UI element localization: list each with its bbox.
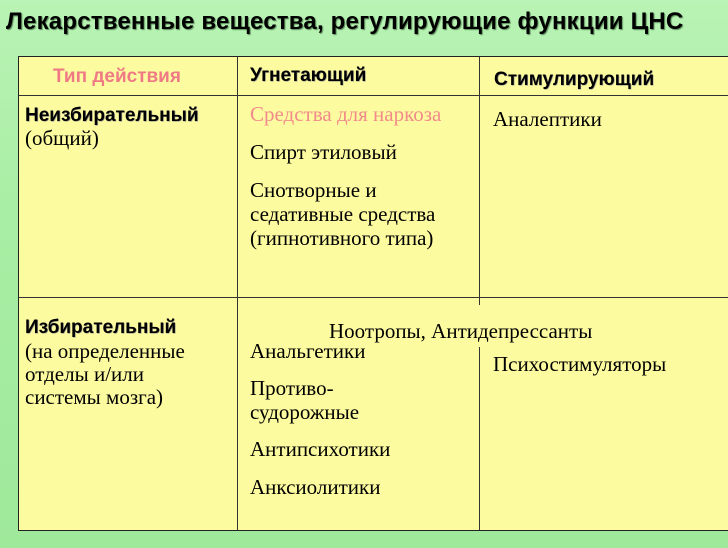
row2-label-sub-3: системы мозга) xyxy=(25,385,164,409)
column-divider-2-bottom xyxy=(479,347,480,530)
row2-label: Избирательный xyxy=(25,317,177,338)
row2-inhibitory-anxiolytics: Анксиолитики xyxy=(250,475,381,499)
drug-classification-table xyxy=(18,56,728,531)
row2-inhibitory-analgesics: Анальгетики xyxy=(250,339,366,363)
row1-label: Неизбирательный xyxy=(25,105,199,126)
row2-stimulating-psychostimulants: Психостимуляторы xyxy=(493,352,667,376)
row1-label-sub: (общий) xyxy=(25,126,99,150)
row1-inhibitory-hypnotics-1: Снотворные и xyxy=(250,178,377,202)
row1-stimulating-analeptics: Аналептики xyxy=(493,107,602,131)
header-stimulating: Стимулирующий xyxy=(494,69,655,90)
header-type-of-action: Тип действия xyxy=(53,66,181,87)
slide-title: Лекарственные вещества, регулирующие функции ЦНС xyxy=(6,8,684,35)
row2-label-sub-2: отделы и/или xyxy=(25,362,144,386)
row1-inhibitory-anesthetics: Средства для наркоза xyxy=(250,102,442,126)
row2-inhibitory-antipsychotics: Антипсихотики xyxy=(250,437,391,461)
row1-inhibitory-hypnotics-3: (гипнотивного типа) xyxy=(250,226,434,250)
header-divider xyxy=(19,95,728,96)
column-divider-1 xyxy=(237,57,238,530)
row-divider xyxy=(19,297,728,298)
row2-label-sub-1: (на определенные xyxy=(25,339,185,363)
row2-inhibitory-anticonvulsants-1: Противо- xyxy=(250,376,334,400)
row1-inhibitory-hypnotics-2: седативные средства xyxy=(250,202,436,226)
row2-inhibitory-anticonvulsants-2: судорожные xyxy=(250,400,360,424)
header-inhibitory: Угнетающий xyxy=(250,65,367,86)
row2-spanning-nootropics: Ноотропы, Антидепрессанты xyxy=(329,319,593,343)
row1-inhibitory-ethanol: Спирт этиловый xyxy=(250,140,397,164)
